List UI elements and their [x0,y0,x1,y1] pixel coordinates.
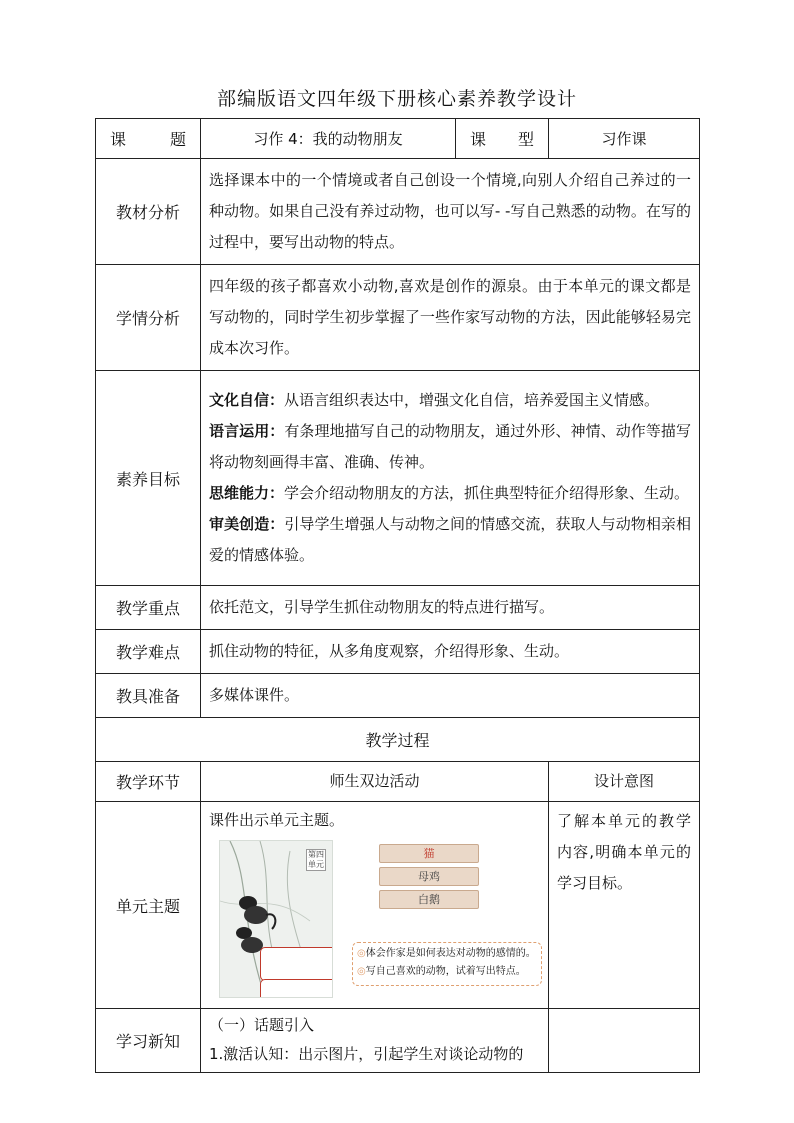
goal-head: 文化自信： [209,391,285,409]
goal-text: 学会介绍动物朋友的方法，抓住典型特征介绍得形象、生动。 [284,484,690,502]
slide-note-box [260,947,333,981]
type-value: 习作课 [549,119,700,159]
key-text: 依托范文，引导学生抓住动物朋友的特点进行描写。 [201,586,700,630]
new-line: （一）话题引入 [209,1016,315,1034]
topic-value: 习作 4：我的动物朋友 [201,119,456,159]
goals-list [201,371,700,586]
new-label: 学习新知 [96,1009,201,1073]
key-label: 教学重点 [96,586,201,630]
difficulty-label: 教学难点 [96,630,201,674]
goal-item [209,478,691,509]
goal-head: 语言运用： [209,422,285,440]
col-stage-header: 教学环节 [96,762,201,802]
difficulty-text: 抓住动物的特征，从多角度观察，介绍得形象、生动。 [201,630,700,674]
goal-item [209,509,691,571]
material-text: 选择课本中的一个情境或者自己创设一个情境,向别人介绍自己养过的一种动物。如果自己没有养过动物，也可以写- -写自己熟悉的动物。在写的过程中，要写出动物的特点。 [201,159,700,265]
goal-text: 有条理地描写自己的动物朋友，通过外形、神情、动作等描写将动物刻画得丰富、准确、传神。 [209,422,691,471]
lesson-chip: 猫 [379,844,479,863]
slide-task-box [352,942,542,986]
col-intent-header: 设计意图 [549,762,700,802]
unit-activity-text: 课件出示单元主题。 [209,811,345,829]
material-label: 教材分析 [96,159,201,265]
slide-task: 写自己喜欢的动物，试着写出特点。 [365,966,526,977]
tools-text: 多媒体课件。 [201,674,700,718]
new-line: 1.激活认知：出示图片，引起学生对谈论动物的 [209,1045,524,1063]
type-label: 课 型 [456,119,549,159]
goal-text: 引导学生增强人与动物之间的情感交流，获取人与动物相亲相爱的情感体验。 [209,515,691,564]
unit-intent: 了解本单元的教学内容,明确本单元的学习目标。 [549,802,700,1009]
unit-badge: 第四单元 [308,850,324,869]
page-title: 部编版语文四年级下册核心素养教学设计 [216,88,577,110]
process-heading: 教学过程 [96,718,700,762]
goals-label: 素养目标 [96,371,201,586]
slide-task: 体会作家是如何表达对动物的感情的。 [365,948,536,959]
unit-label: 单元主题 [96,802,201,1009]
cat-painting-image [219,840,333,998]
tools-label: 教具准备 [96,674,201,718]
lesson-chip: 白鹅 [379,890,479,909]
student-label: 学情分析 [96,265,201,371]
circle-bullet-icon: ◎ [357,966,366,977]
slide-note-box [260,979,333,998]
goal-text: 从语言组织表达中，增强文化自信，培养爱国主义情感。 [284,391,660,409]
unit-slide [209,834,540,1008]
lesson-chip: 母鸡 [379,867,479,886]
new-activity-cell [201,1009,549,1073]
new-intent-cell [549,1009,700,1073]
goal-head: 审美创造： [209,515,285,533]
student-text: 四年级的孩子都喜欢小动物,喜欢是创作的源泉。由于本单元的课文都是写动物的，同时学生初步掌握了一些作家写动物的方法，因此能够轻易完成本次习作。 [201,265,700,371]
goal-item [209,416,691,478]
unit-activity-cell [201,802,549,1009]
goal-item [209,385,691,416]
goal-head: 思维能力： [209,484,285,502]
col-activity-header: 师生双边活动 [201,762,549,802]
lesson-plan-table [95,118,700,1073]
topic-label: 课 题 [96,119,201,159]
circle-bullet-icon: ◎ [357,948,366,959]
